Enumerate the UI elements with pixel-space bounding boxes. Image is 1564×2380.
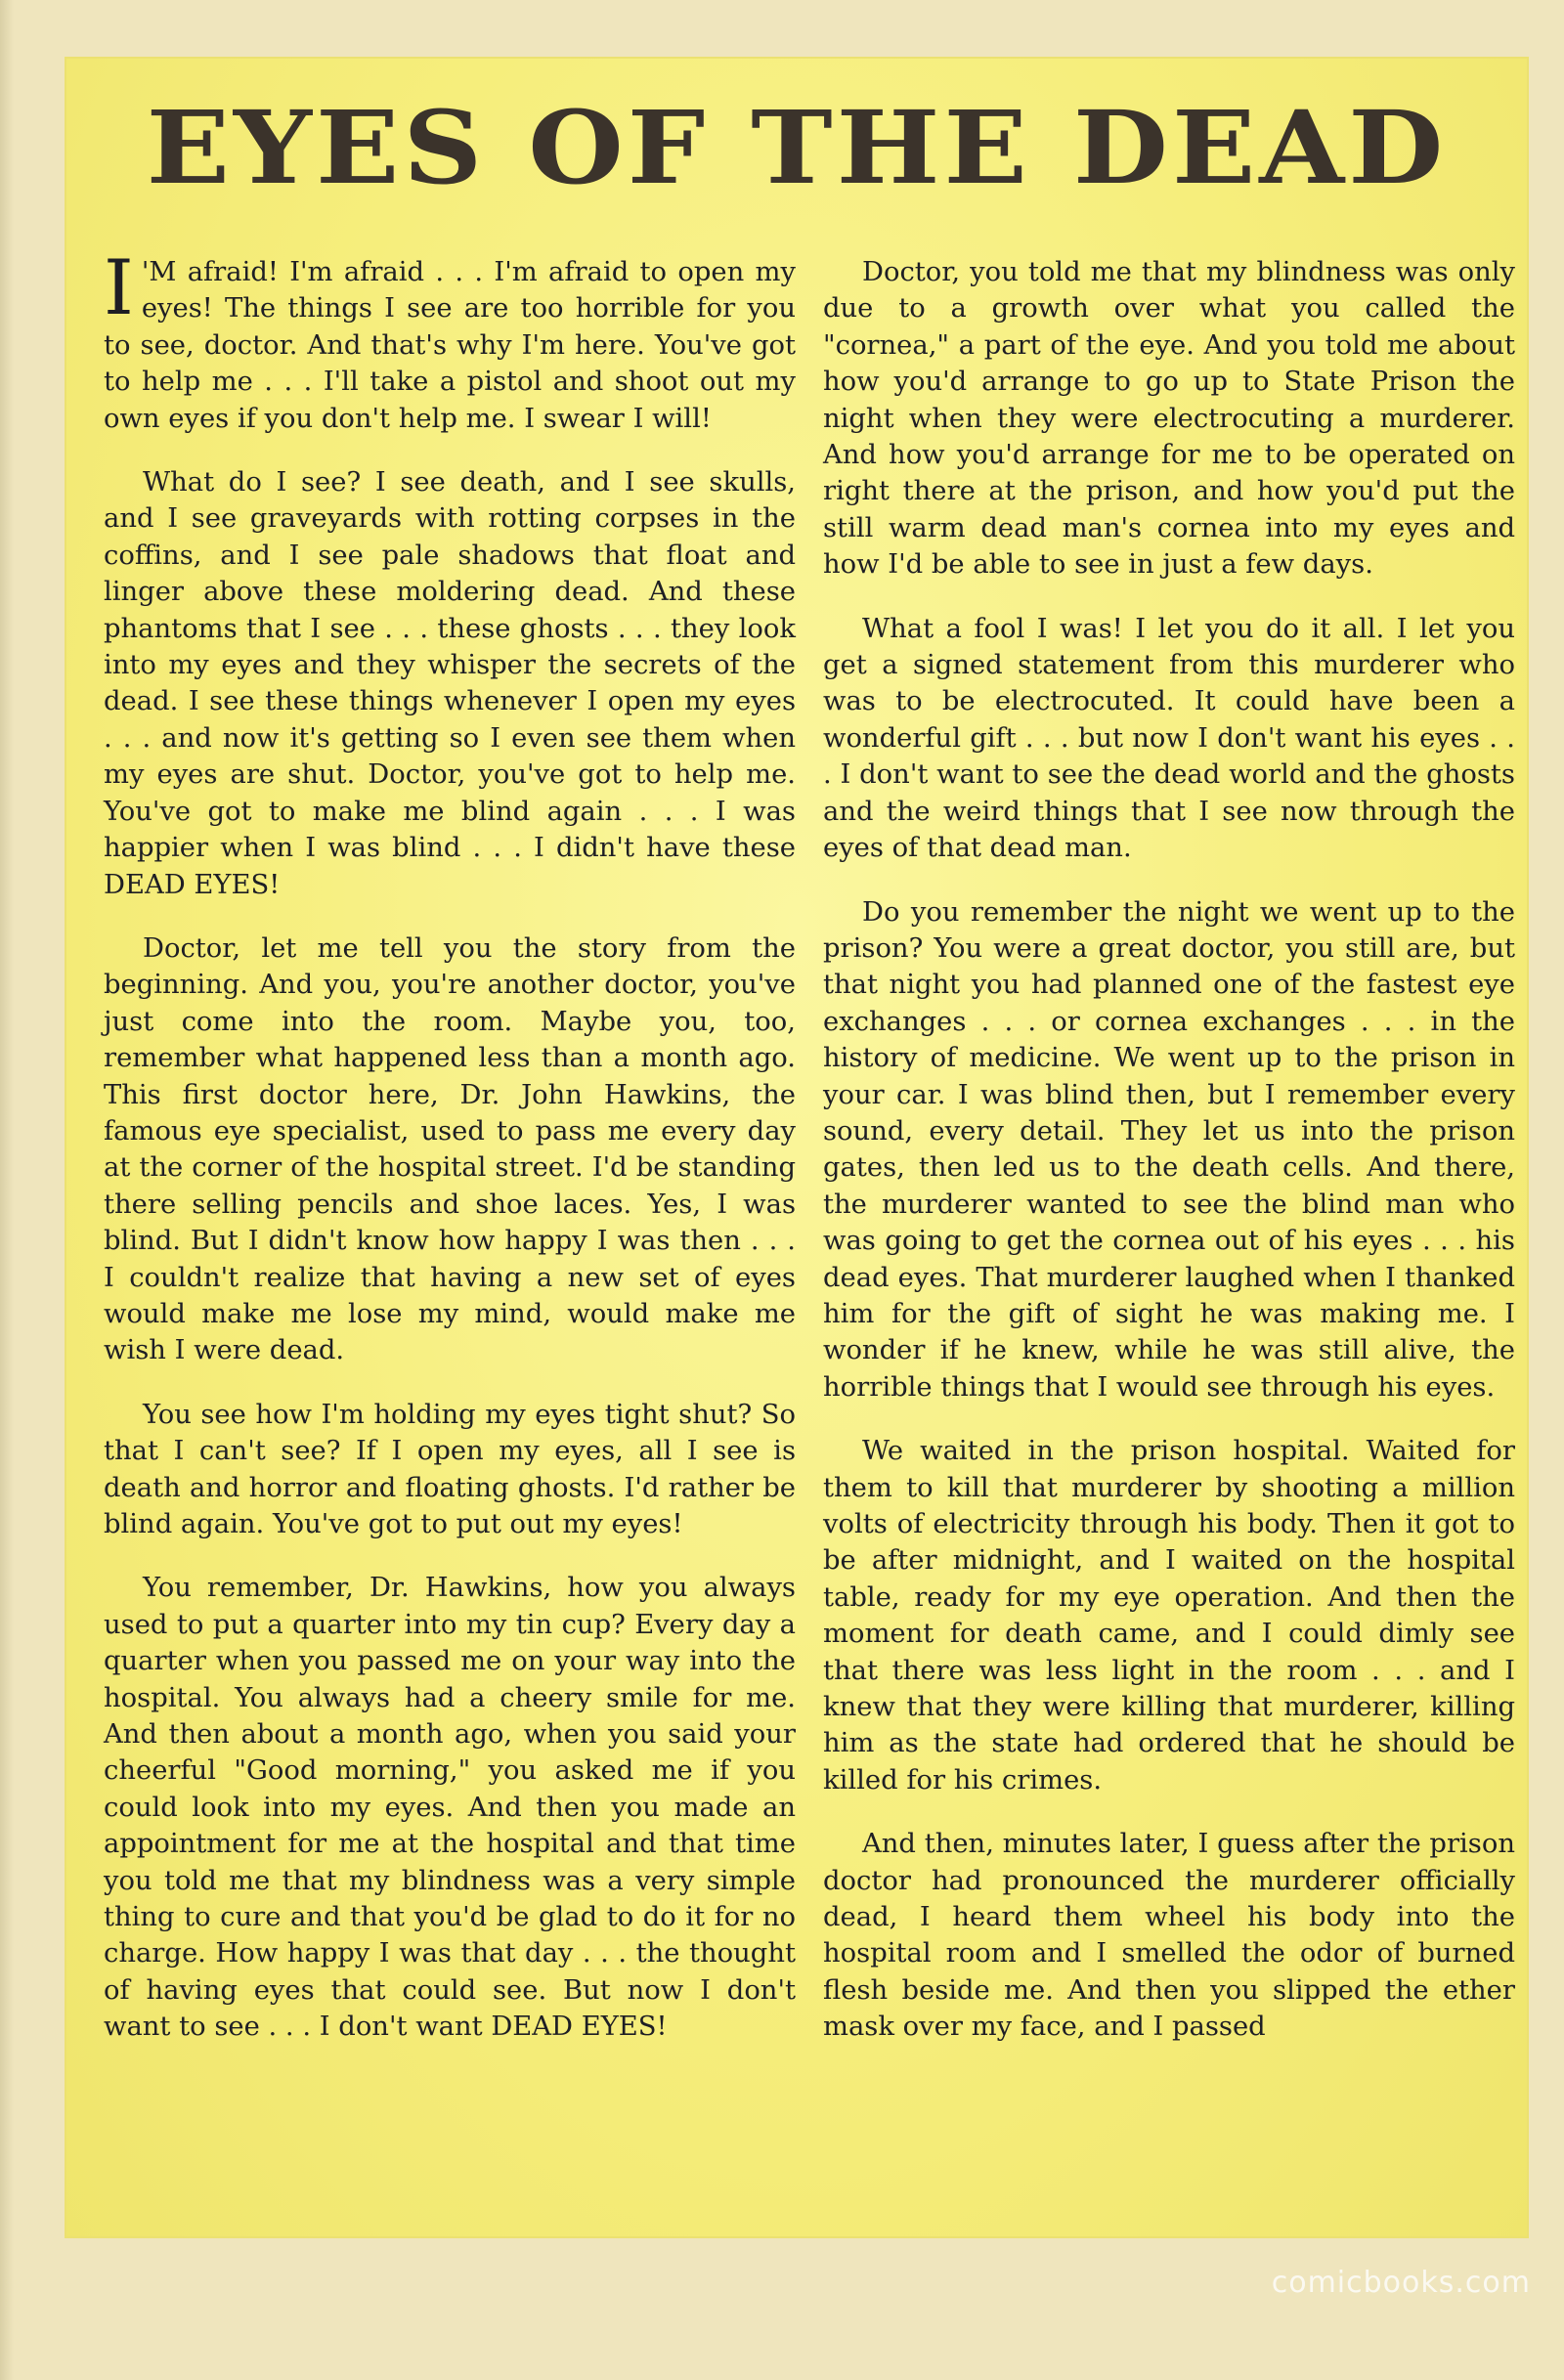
paragraph: You see how I'm holding my eyes tight shut? So that I can't see? If I open my eyes, all I see is death and horror and floating ghosts. I'd rather be blind again. You've got to put out my eyes! <box>104 1399 796 1539</box>
paragraph <box>104 244 796 437</box>
drop-cap: I <box>104 244 134 332</box>
paragraph: Do you remember the night we went up to the prison? You were a great doctor, you still are, but that night you had planned one of the fastest eye exchanges . . . or cornea exchanges . . . in the history of medicine. We went up to the prison in your car. I was blind then, but I remember every sound, every detail. They let us into the prison gates, then led us to the death cells. And there, the murderer wanted to see the blind man who was going to get the cornea out of his eyes . . . his dead eyes. That murderer laughed when I thanked him for the gift of sight he was making me. I wonder if he knew, while he was still alive, the horrible things that I would see through his eyes. <box>823 896 1515 1403</box>
story-title: EYES OF THE DEAD <box>146 89 1448 207</box>
paragraph: What a fool I was! I let you do it all. I let you get a signed statement from this murderer who was to be electrocuted. It could have been a wonderful gift . . . but now I don't want his eyes . . . I don't want to see the dead world and the ghosts and the weird things that I see now through the eyes of that dead man. <box>823 613 1515 864</box>
right-column <box>823 254 1515 2073</box>
paragraph: What do I see? I see death, and I see skulls, and I see graveyards with rotting corpses in the coffins, and I see pale shadows that float and linger above these moldering dead. And these phantoms that I see . . . these ghosts . . . they look into my eyes and they whisper the secrets of the dead. I see these things whenever I open my eyes . . . and now it's getting so I even see them when my eyes are shut. Doctor, you've got to help me. You've got to make me blind again . . . I was happier when I was blind . . . I didn't have these DEAD EYES! <box>104 467 796 900</box>
paragraph: Doctor, you told me that my blindness was only due to a growth over what you called the "cornea," a part of the eye. And you told me about how you'd arrange to go up to State Prison the night when they were electrocuting a murderer. And how you'd arrange for me to be operated on right there at the prison, and how you'd put the still warm dead man's cornea into my eyes and how I'd be able to see in just a few days. <box>823 257 1515 581</box>
watermark: comicbooks.com <box>1271 2266 1531 2300</box>
paragraph: Doctor, let me tell you the story from the beginning. And you, you're another doctor, you've just come into the room. Maybe you, too, remember what happened less than a month ago. This first doctor here, Dr. John Hawkins, the famous eye specialist, used to pass me every day at the corner of the hospital street. I'd be standing there selling pencils and shoe laces. Yes, I was blind. But I didn't know how happy I was then . . . I couldn't realize that having a new set of eyes would make me lose my mind, would make me wish I were dead. <box>104 932 796 1366</box>
paragraph: And then, minutes later, I guess after the prison doctor had pronounced the murderer officially dead, I heard them wheel his body into the hospital room and I smelled the odor of burned flesh beside me. And then you slipped the ether mask over my face, and I passed <box>823 1829 1515 2043</box>
left-column <box>104 244 796 2073</box>
paragraph: We waited in the prison hospital. Waited for them to kill that murderer by shooting a million volts of electricity through his body. Then it got to be after midnight, and I waited on the hospital table, ready for my eye operation. And then the moment for death came, and I could dimly see that there was less light in the room . . . and I knew that they were killing that murderer, killing him as the state had ordered that he should be killed for his crimes. <box>823 1436 1515 1796</box>
page-edge <box>0 0 14 2380</box>
story-panel <box>65 57 1529 2238</box>
paragraph-text: 'M afraid! I'm afraid . . . I'm afraid to open my eyes! The things I see are too horrible for you to see, doctor. And that's why I'm here. You've got to help me . . . I'll take a pistol and shoot out my own eyes if you don't help me. I swear I will! <box>104 257 796 434</box>
paragraph: You remember, Dr. Hawkins, how you always used to put a quarter into my tin cup? Every day a quarter when you passed me on your way into the hospital. You always had a cheery smile for me. And then about a month ago, when you said your cheerful "Good morning," you asked me if you could look into my eyes. And then you made an appointment for me at the hospital and that time you told me that my blindness was a very simple thing to cure and that you'd be glad to do it for no charge. How happy I was that day . . . the thought of having eyes that could see. But now I don't want to see . . . I don't want DEAD EYES! <box>104 1573 796 2043</box>
